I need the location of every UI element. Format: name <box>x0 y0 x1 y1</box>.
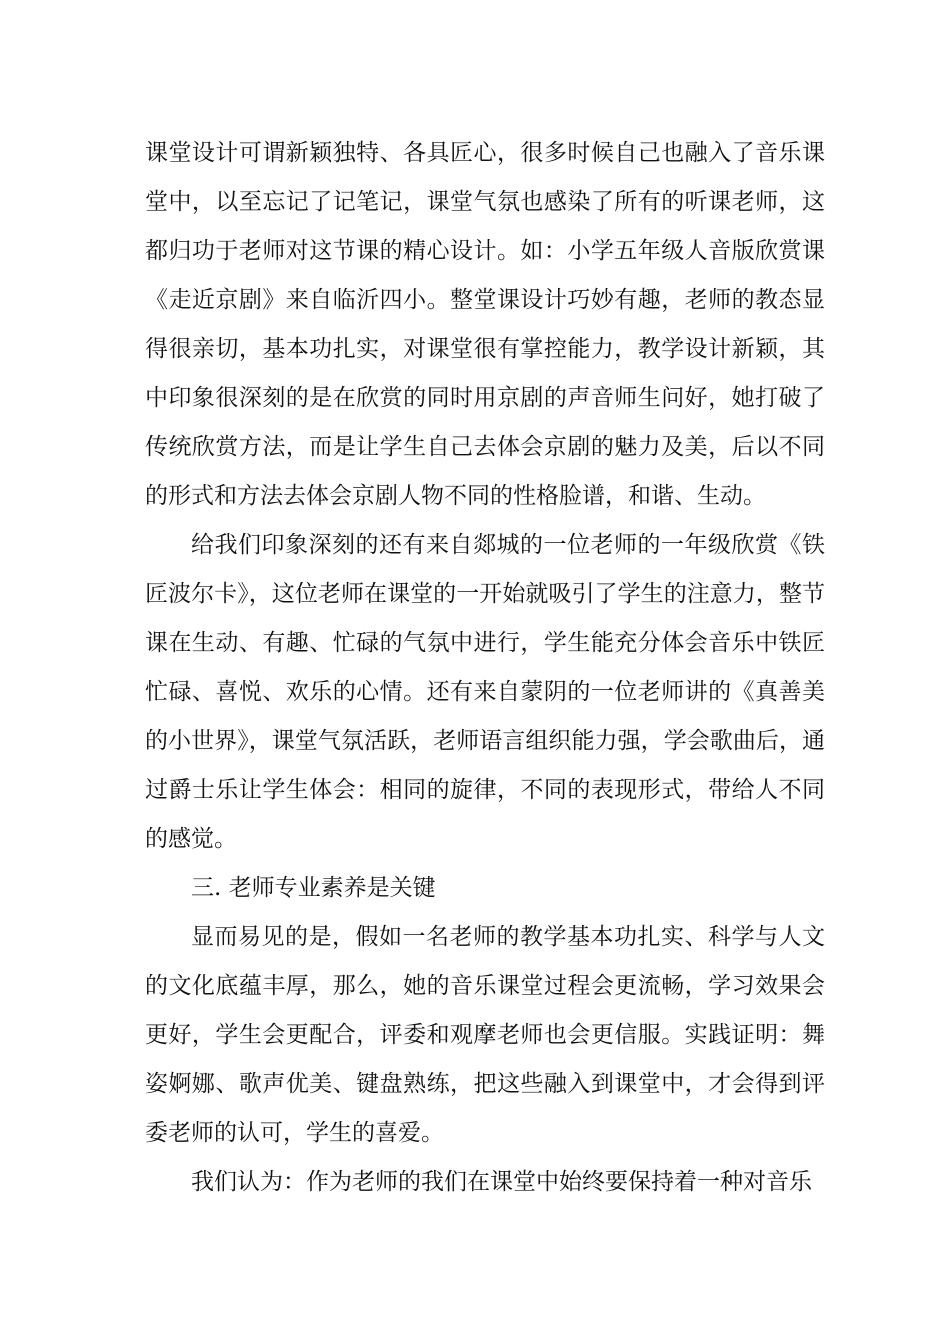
paragraph-continuation: 课堂设计可谓新颖独特、各具匠心，很多时候自己也融入了音乐课堂中，以至忘记了记笔记，课堂气氛也感染了所有的听课老师，这都归功于老师对这节课的精心设计。如：小学五年级人音版欣赏课《走近京剧》来自临沂四小。整堂课设计巧妙有趣，老师的教态显得很亲切，基本功扎实，对课堂很有掌控能力，教学设计新颖，其中印象很深刻的是在欣赏的同时用京剧的声音师生问好，她打破了传统欣赏方法，而是让学生自己去体会京剧的魅力及美，后以不同的形式和方法去体会京剧人物不同的性格脸谱，和谐、生动。 <box>145 140 825 509</box>
section-heading: 三. 老师专业素养是关键 <box>191 875 436 901</box>
document-body <box>145 129 825 1207</box>
paragraph-basic-skills: 显而易见的是，假如一名老师的教学基本功扎实、科学与人文的文化底蕴丰厚，那么，她的音乐课堂过程会更流畅，学习效果会更好，学生会更配合，评委和观摩老师也会更信服。实践证明：舞姿婀娜、歌声优美、键盘熟练，把这些融入到课堂中，才会得到评委老师的认可，学生的喜爱。 <box>145 924 825 1146</box>
paragraph-conclusion: 我们认为：作为老师的我们在课堂中始终要保持着一种对音乐 <box>191 1169 812 1195</box>
paragraph-tiejiang: 给我们印象深刻的还有来自郯城的一位老师的一年级欣赏《铁匠波尔卡》，这位老师在课堂的一开始就吸引了学生的注意力，整节课在生动、有趣、忙碌的气氛中进行，学生能充分体会音乐中铁匠忙碌、喜悦、欢乐的心情。还有来自蒙阴的一位老师讲的《真善美的小世界》，课堂气氛活跃，老师语言组织能力强，学会歌曲后，通过爵士乐让学生体会：相同的旋律，不同的表现形式，带给人不同的感觉。 <box>145 532 825 852</box>
